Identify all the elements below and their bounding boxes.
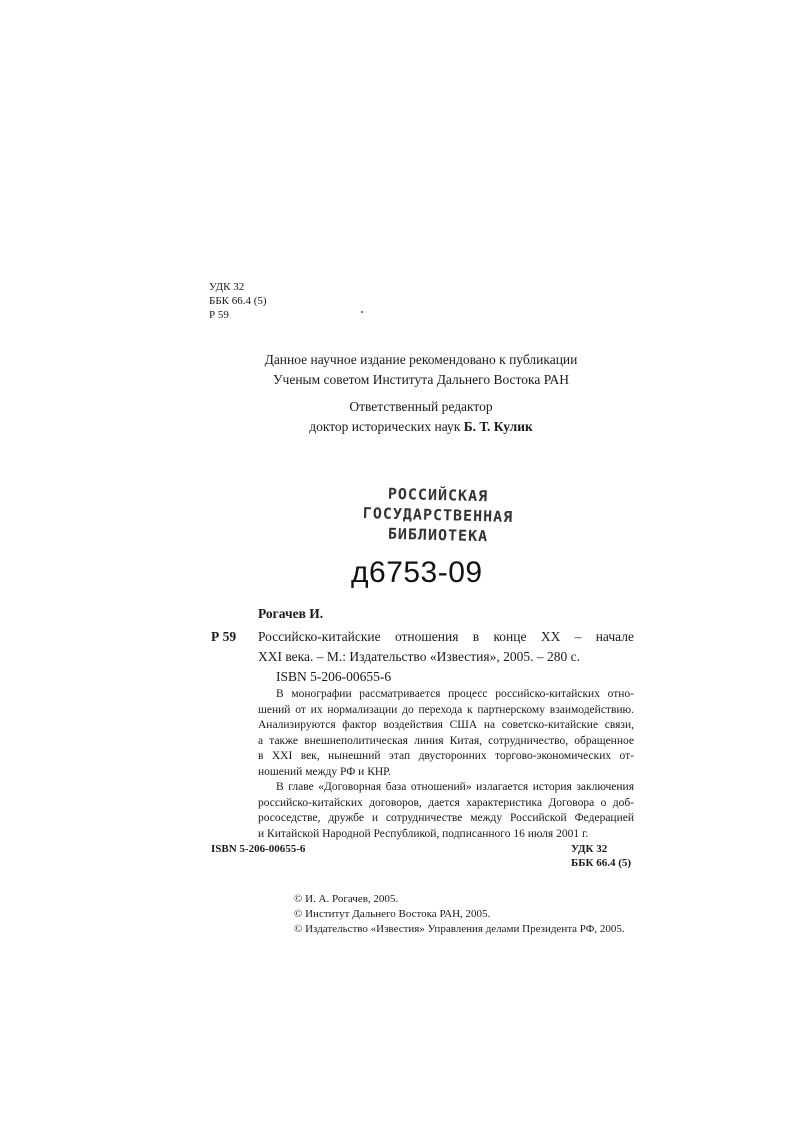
bib-title-line-2: XXI века. – М.: Издательство «Известия», 2005. – 280 с.: [258, 649, 580, 664]
recommendation-note: [209, 350, 633, 390]
recommendation-line-2: Ученым советом Института Дальнего Востока РАН: [272, 372, 570, 387]
footer-bbk: ББК 66.4 (5): [571, 857, 632, 869]
stamp-line-2: ГОСУДАРСТВЕННАЯ: [362, 504, 514, 526]
footer-codes: [571, 842, 631, 870]
speck: [361, 311, 363, 313]
copyright-line-1: © И. А. Рогачев, 2005.: [294, 893, 399, 905]
editor-name: Б. Т. Кулик: [463, 419, 533, 434]
footer-udk: УДК 32: [571, 843, 608, 855]
bib-isbn: ISBN 5-206-00655-6: [276, 669, 392, 684]
editor-degree: доктор исторических наук: [309, 419, 464, 434]
abstract-line: рососедстве, дружбе и сотрудничестве между Российской Федерацией: [258, 812, 634, 824]
bbk-code: ББК 66.4 (5): [209, 295, 267, 307]
udk-code: УДК 32: [209, 281, 245, 293]
author-mark: Р 59: [209, 309, 229, 321]
index-codes: [209, 280, 267, 322]
bib-title-line-1: Российско-китайские отношения в конце XX – начале: [258, 629, 634, 644]
abstract-line: шений от их нормализации до перехода к партнерскому взаимодействию.: [258, 703, 634, 716]
abstract-line: российско-китайских договоров, дается характеристика Договора о доб-: [258, 796, 634, 809]
editor-title: Ответственный редактор: [349, 399, 493, 414]
copyright-line-2: © Институт Дальнего Востока РАН, 2005.: [294, 908, 491, 920]
bib-mark: Р 59: [211, 629, 237, 644]
abstract-line: В монографии рассматривается процесс российско-китайских отно-: [276, 688, 634, 700]
editor-block: [209, 397, 633, 437]
author-name: Рогачев И.: [258, 606, 324, 621]
editor-credentials: [209, 417, 633, 437]
abstract-line: а также внешнеполитическая линия Китая, сотрудничество, обращенное: [258, 734, 634, 747]
abstract-line: в XXI век, нынешний этап двусторонних торгово-экономических от-: [258, 750, 634, 762]
copyright-block: [294, 892, 625, 937]
copyright-line-3: © Издательство «Известия» Управления делами Президента РФ, 2005.: [294, 923, 625, 935]
abstract-line: Анализируются фактор воздействия США на советско-китайские связи,: [258, 719, 634, 731]
recommendation-line-1: Данное научное издание рекомендовано к публикации: [264, 352, 578, 367]
abstract-line: и Китайской Народной Республикой, подписанного 16 июля 2001 г.: [258, 827, 589, 840]
abstract: [258, 687, 634, 842]
inventory-number: д6753-09: [351, 556, 483, 589]
abstract-line: В главе «Договорная база отношений» излагается история заключения: [276, 781, 634, 793]
stamp-line-1: РОССИЙСКАЯ: [387, 484, 489, 506]
footer-isbn: ISBN 5-206-00655-6: [211, 843, 306, 855]
bib-title: [258, 627, 634, 667]
library-stamp: [358, 485, 518, 545]
abstract-line: ношений между РФ и КНР.: [258, 765, 392, 778]
stamp-line-3: БИБЛИОТЕКА: [387, 524, 489, 546]
